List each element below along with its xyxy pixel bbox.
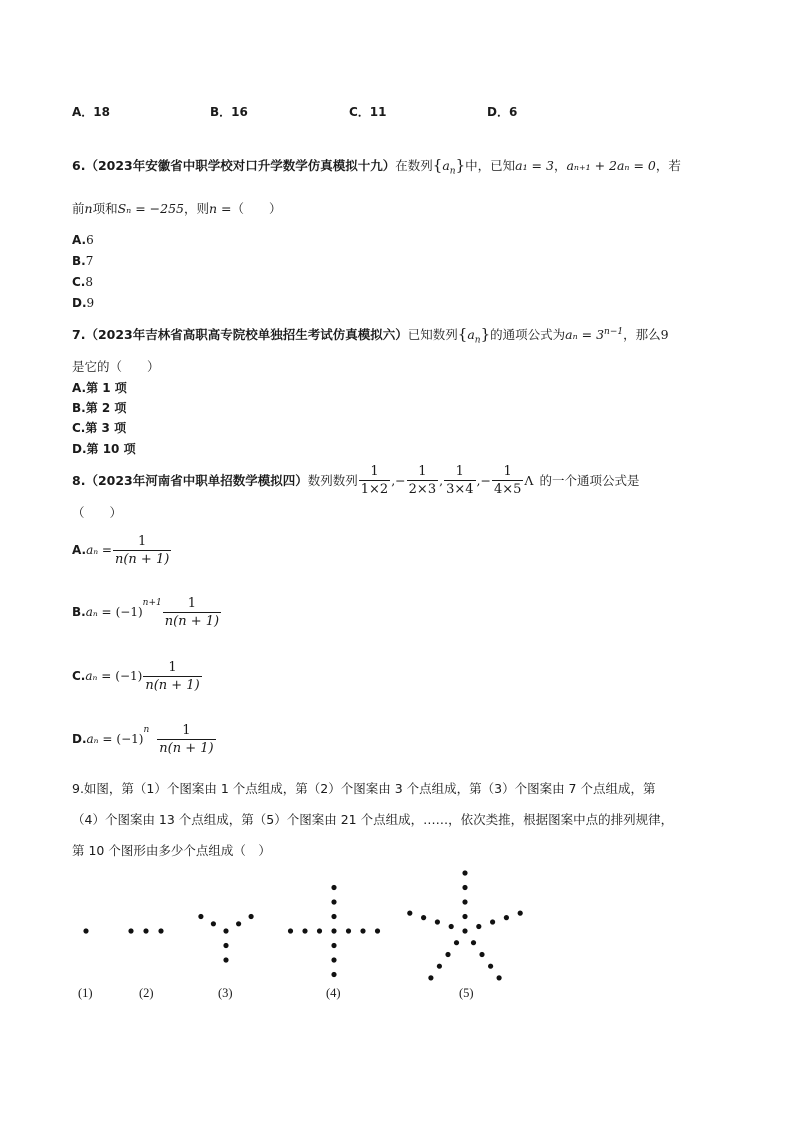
fig4-dot bbox=[331, 943, 336, 948]
fig5-dot bbox=[435, 919, 440, 924]
fig4-dot bbox=[317, 928, 322, 933]
fig4-dot bbox=[302, 928, 307, 933]
q6-source: （2023年安徽省中职学校对口升学数学仿真模拟十九） bbox=[85, 158, 396, 173]
fig4-dot bbox=[346, 928, 351, 933]
q6-line2-b: 项和 bbox=[92, 201, 118, 216]
fig3-dot bbox=[236, 921, 241, 926]
q6-choice-c[interactable]: C.8 bbox=[72, 275, 94, 289]
fig5-dot bbox=[462, 899, 467, 904]
q7-stem-line1: 7.（2023年吉林省高职高专院校单独招生考试仿真模拟六）已知数列$\{a_n\}$的通项公式为$a_n = 3^{n-1}$，那么9 bbox=[72, 325, 669, 346]
fig3-dot bbox=[223, 957, 228, 962]
fig4-dot bbox=[375, 928, 380, 933]
fig5-dot bbox=[407, 911, 412, 916]
q7-choice-b[interactable]: B.第 2 项 bbox=[72, 401, 127, 415]
option-a[interactable]: A．18 bbox=[72, 105, 110, 119]
q6-sep: ， bbox=[553, 158, 567, 173]
q8-text2: 的一个通项公式是 bbox=[539, 473, 640, 488]
q7-choice-c[interactable]: C.第 3 项 bbox=[72, 421, 127, 435]
q6-number: 6. bbox=[72, 158, 86, 173]
q9-stem-line3: 第 10 个图形由多少个点组成（ ） bbox=[72, 843, 271, 858]
q8-term4-sign: ,− bbox=[476, 472, 491, 488]
fig5-dot bbox=[445, 952, 450, 957]
q8-source: （2023年河南省中职单招数学模拟四） bbox=[85, 473, 308, 488]
fig5-dot bbox=[476, 924, 481, 929]
q7-stem-line2: 是它的（ ） bbox=[72, 359, 160, 374]
q8-choice-c[interactable]: C. aₙ = (−1) $\frac{1}{n(n + 1)}$ bbox=[72, 659, 200, 693]
option-b[interactable]: B．16 bbox=[210, 105, 248, 119]
q7-formula-base: aₙ = 3 bbox=[565, 327, 605, 342]
fig3-dot bbox=[249, 914, 254, 919]
fig5-dot bbox=[449, 924, 454, 929]
fig5-dot bbox=[518, 911, 523, 916]
q7-nine: 9 bbox=[660, 327, 669, 342]
q8-term1: $\frac{1}{1\times 2}$ bbox=[360, 463, 389, 497]
q6-choice-b[interactable]: B.7 bbox=[72, 254, 94, 268]
q8-number: 8. bbox=[72, 472, 86, 488]
fig4-dot bbox=[331, 899, 336, 904]
fig4-dot bbox=[331, 972, 336, 977]
q7-number: 7. bbox=[72, 327, 86, 342]
figure-label-1: (1) bbox=[78, 986, 93, 1000]
q6-line2-a: 前 bbox=[72, 201, 85, 216]
q8-text1: 数列数列 bbox=[307, 473, 358, 488]
fig5-dot bbox=[504, 915, 509, 920]
fig4-dot bbox=[331, 885, 336, 890]
fig5-dot bbox=[497, 975, 502, 980]
q6-cond2: aₙ₊₁ + 2aₙ = 0 bbox=[566, 158, 656, 173]
fig5-dot bbox=[462, 928, 467, 933]
figure-label-5: (5) bbox=[459, 986, 474, 1000]
fig2-dot bbox=[143, 928, 148, 933]
q8-term3-sign: , bbox=[439, 472, 444, 488]
q8-paren: （ ） bbox=[72, 505, 123, 520]
q8-term4: $\frac{1}{4\times 5}$ bbox=[493, 463, 522, 497]
figure-label-2: (2) bbox=[139, 986, 154, 1000]
q6-text3: ，若 bbox=[655, 158, 681, 173]
fig5-dot bbox=[462, 914, 467, 919]
q6-cond1: a₁ = 3 bbox=[515, 158, 554, 173]
fig5-dot bbox=[471, 940, 476, 945]
fig5-dot bbox=[421, 915, 426, 920]
q7-text2: 的通项公式为 bbox=[490, 327, 566, 342]
fig4-dot bbox=[331, 914, 336, 919]
q8-term3: $\frac{1}{3\times 4}$ bbox=[446, 463, 474, 497]
fig4-dot bbox=[331, 957, 336, 962]
fig3-dot bbox=[198, 914, 203, 919]
q6-ask: n = bbox=[209, 201, 232, 216]
fig3-dot bbox=[211, 921, 216, 926]
fig5-dot bbox=[479, 952, 484, 957]
q7-choice-d[interactable]: D.第 10 项 bbox=[72, 442, 136, 456]
q6-line2-c: ，则 bbox=[183, 201, 209, 216]
q6-choice-a[interactable]: A.6 bbox=[72, 233, 94, 247]
fig5-dot bbox=[428, 975, 433, 980]
q8-choice-d[interactable]: D. aₙ = (−1) $^n$ $\frac{1}{n(n + 1)}$ bbox=[72, 722, 214, 756]
option-c[interactable]: C．11 bbox=[349, 105, 387, 119]
q9-stem-line2: （4）个图案由 13 个点组成，第（5）个图案由 21 个点组成，……，依次类推，根据图案中点的排列规律， bbox=[72, 812, 674, 827]
q6-text2: 中，已知 bbox=[465, 158, 516, 173]
fig2-dot bbox=[158, 928, 163, 933]
q6-seq: a bbox=[442, 158, 450, 173]
q9-stem-line1: 9.如图，第（1）个图案由 1 个点组成，第（2）个图案由 3 个点组成，第（3）个图案由 7 个点组成，第 bbox=[72, 781, 656, 796]
q6-paren: （ ） bbox=[231, 201, 282, 216]
fig5-dot bbox=[462, 885, 467, 890]
q6-choice-d[interactable]: D.9 bbox=[72, 296, 95, 310]
q7-text1: 已知数列 bbox=[407, 327, 458, 342]
option-d[interactable]: D．6 bbox=[487, 105, 518, 119]
fig1-dot bbox=[83, 928, 88, 933]
q6-seq-sub: n bbox=[449, 166, 456, 177]
fig5-dot bbox=[488, 964, 493, 969]
q8-ellipsis: Λ bbox=[524, 472, 534, 488]
fig5-dot bbox=[437, 964, 442, 969]
figure-label-4: (4) bbox=[326, 986, 341, 1000]
q6-n: n bbox=[84, 201, 93, 216]
q8-term2-sign: ,− bbox=[391, 472, 406, 488]
fig5-dot bbox=[490, 919, 495, 924]
fig5-dot bbox=[454, 940, 459, 945]
fig2-dot bbox=[128, 928, 133, 933]
fig5-dot bbox=[462, 870, 467, 875]
fig3-dot bbox=[223, 943, 228, 948]
q8-choice-b[interactable]: B. aₙ = (−1) $^{n+1}$ $\frac{1}{n(n + 1)}$ bbox=[72, 595, 220, 629]
q7-source: （2023年吉林省高职高专院校单独招生考试仿真模拟六） bbox=[85, 327, 408, 342]
q7-formula-exp: n−1 bbox=[604, 326, 624, 337]
q6-stem-line1: 6.（2023年安徽省中职学校对口升学数学仿真模拟十九）在数列$\{a_n\}$中，已知a₁ = 3，aₙ₊₁ + 2aₙ = 0，若 bbox=[72, 156, 681, 177]
q8-choice-a[interactable]: A. aₙ = $\frac{1}{n(n + 1)}$ bbox=[72, 533, 170, 567]
q8-term2: $\frac{1}{2\times 3}$ bbox=[408, 463, 437, 497]
q7-text3: ，那么 bbox=[623, 327, 661, 342]
fig4-dot bbox=[360, 928, 365, 933]
q7-choice-a[interactable]: A.第 1 项 bbox=[72, 381, 127, 395]
q6-text1: 在数列 bbox=[395, 158, 433, 173]
figure-label-3: (3) bbox=[218, 986, 233, 1000]
fig4-dot bbox=[288, 928, 293, 933]
fig3-dot bbox=[223, 928, 228, 933]
fig4-dot bbox=[331, 928, 336, 933]
q6-sum: Sₙ = −255 bbox=[117, 201, 184, 216]
